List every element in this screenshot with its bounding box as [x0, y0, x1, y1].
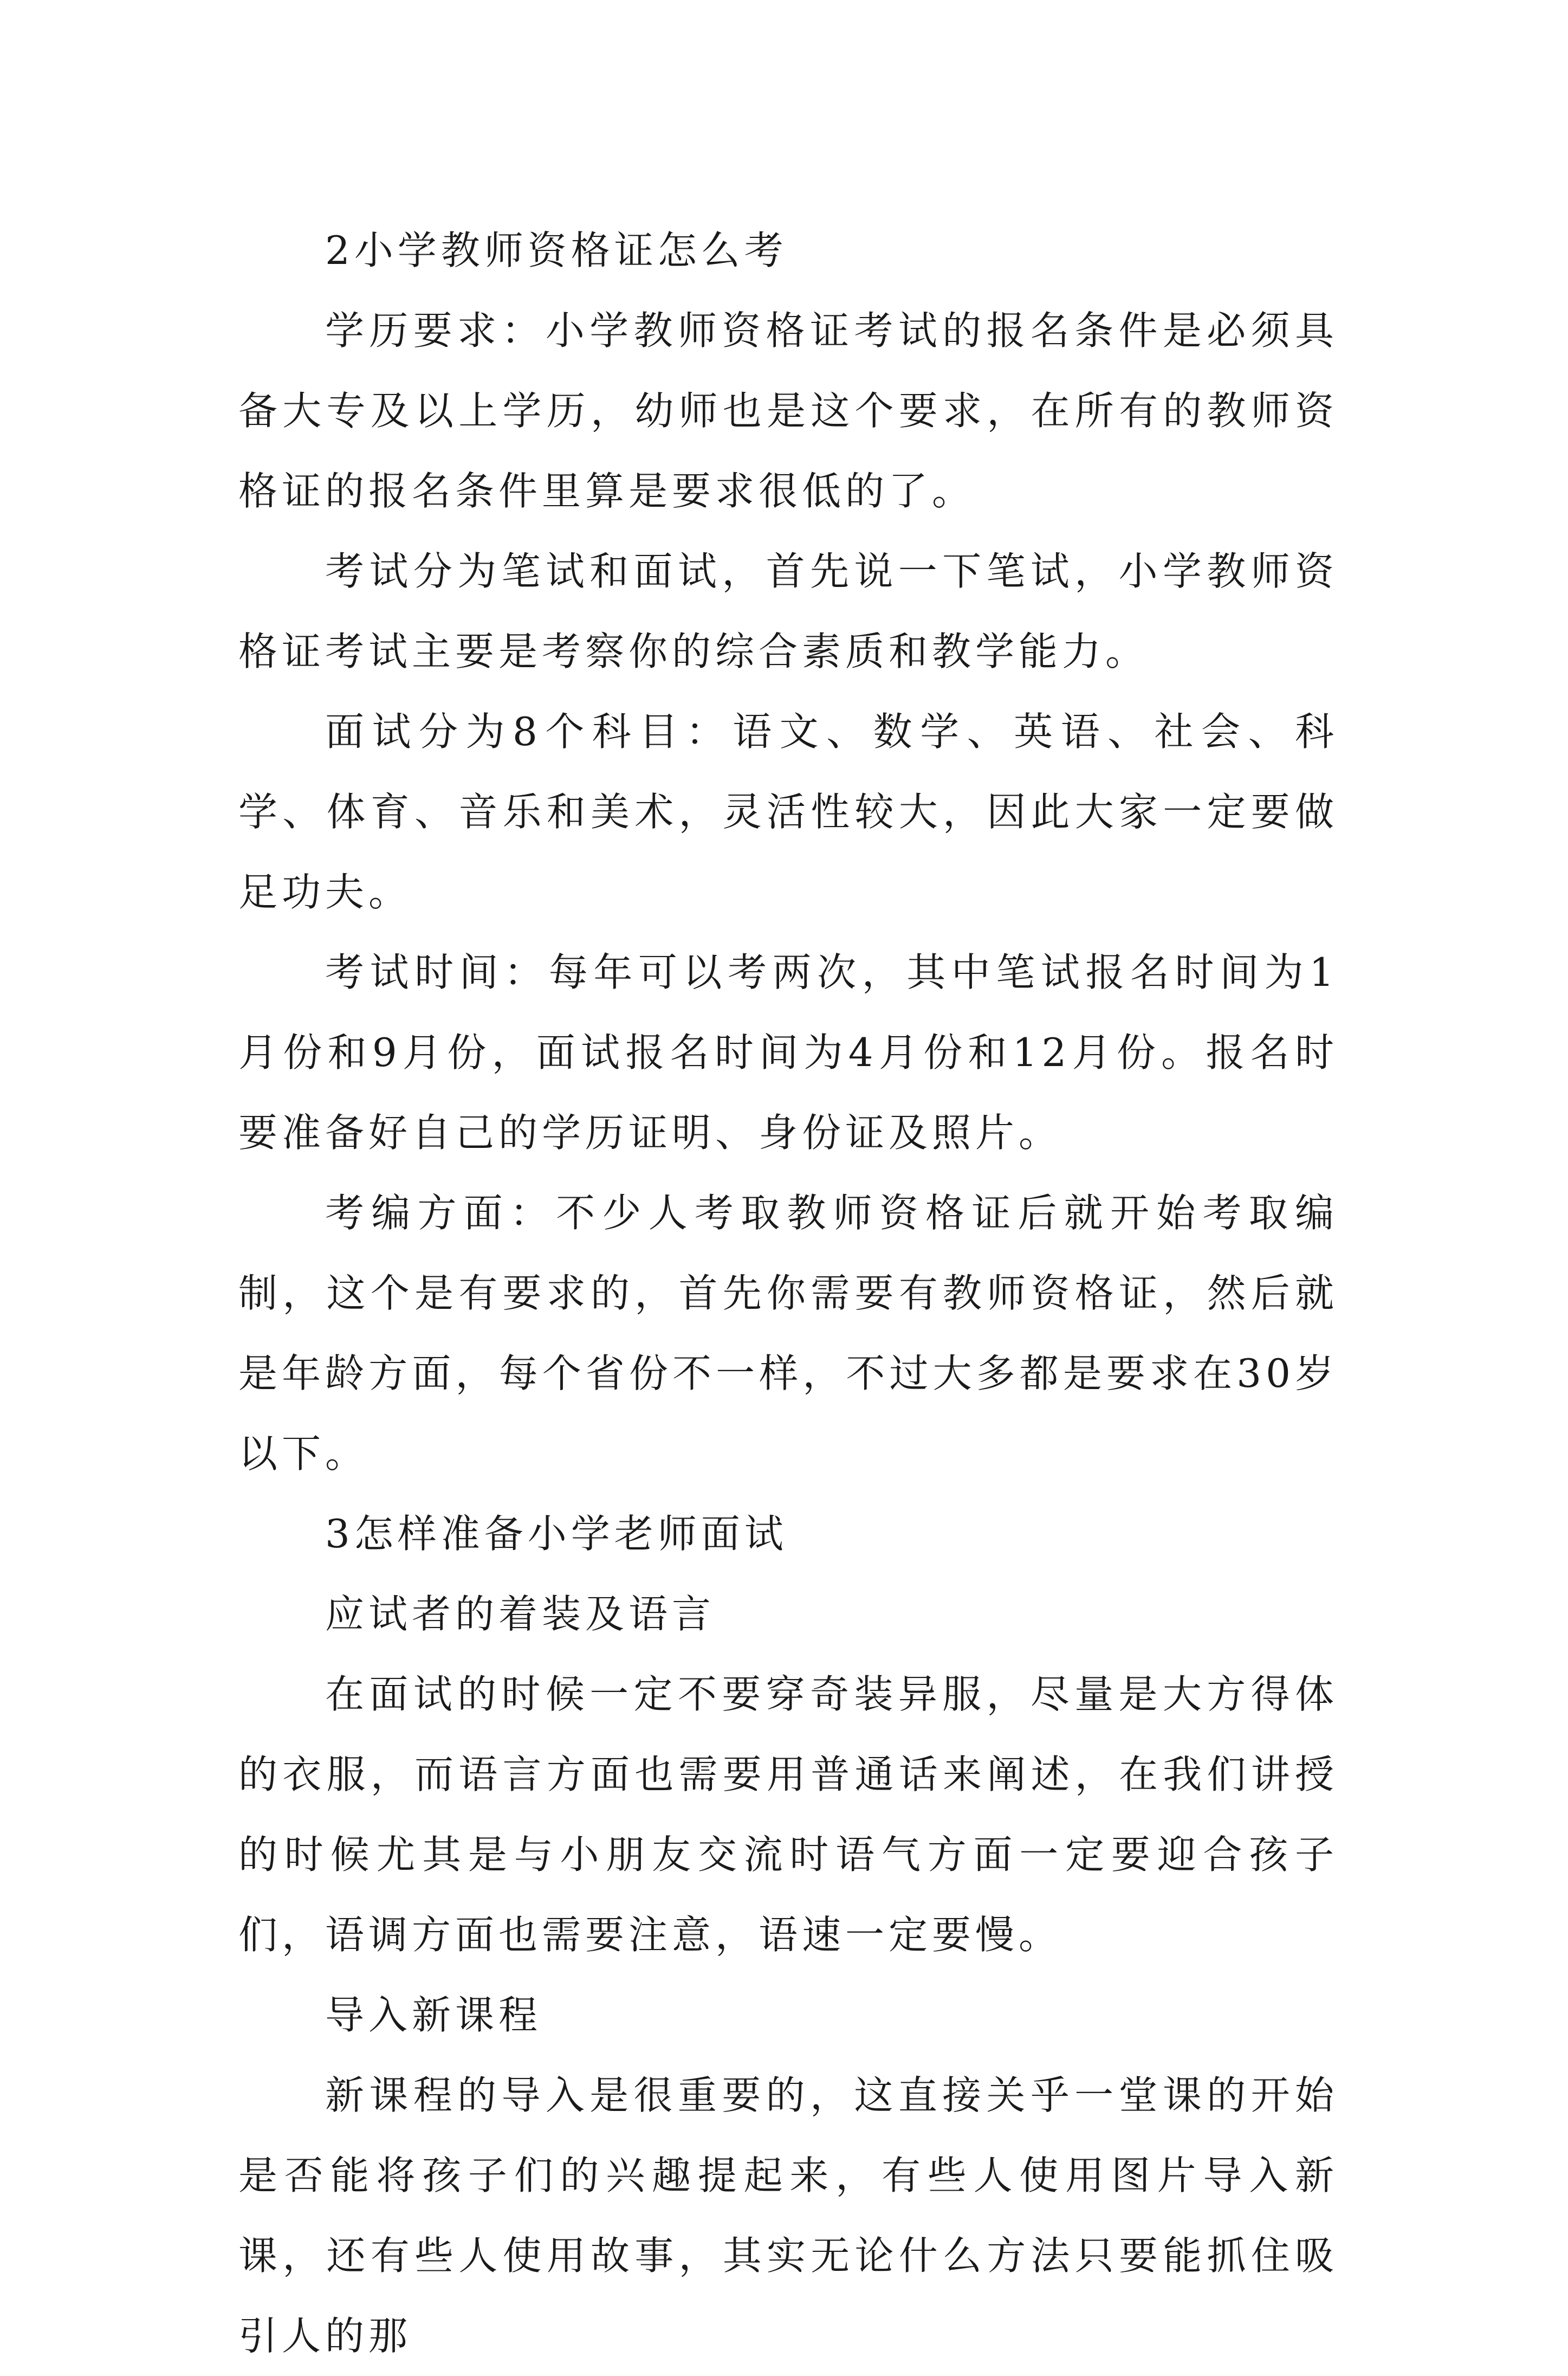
paragraph-attire-language: 在面试的时候一定不要穿奇装异服，尽量是大方得体的衣服，而语言方面也需要用普通话来阐述，在我们讲授的时候尤其是与小朋友交流时语气方面一定要迎合孩子们，语调方面也需要注意，语速一定要慢。: [238, 1671, 1338, 1958]
subheading-attire-language: 应试者的着装及语言: [325, 1591, 716, 1637]
subheading-new-course: 导入新课程: [325, 1992, 542, 2038]
paragraph-interview-subjects: 面试分为8个科目：语文、数学、英语、社会、科学、体育、音乐和美术，灵活性较大，因此大家一定要做足功夫。: [238, 709, 1338, 915]
section-heading-3: 3怎样准备小学老师面试: [325, 1511, 788, 1557]
paragraph-exam-time: 考试时间：每年可以考两次，其中笔试报名时间为1月份和9月份，面试报名时间为4月份和12月份。报名时要准备好自己的学历证明、身份证及照片。: [238, 950, 1338, 1155]
paragraph-written-exam: 考试分为笔试和面试，首先说一下笔试，小学教师资格证考试主要是考察你的综合素质和教学能力。: [238, 548, 1338, 674]
paragraph-staffing: 考编方面：不少人考取教师资格证后就开始考取编制，这个是有要求的，首先你需要有教师资格证，然后就是年龄方面，每个省份不一样，不过大多都是要求在30岁以下。: [238, 1190, 1338, 1476]
section-heading-2: 2小学教师资格证怎么考: [325, 228, 788, 273]
paragraph-education-requirement: 学历要求：小学教师资格证考试的报名条件是必须具备大专及以上学历，幼师也是这个要求，在所有的教师资格证的报名条件里算是要求很低的了。: [238, 308, 1338, 514]
paragraph-new-course: 新课程的导入是很重要的，这直接关乎一堂课的开始是否能将孩子们的兴趣提起来，有些人使用图片导入新课，还有些人使用故事，其实无论什么方法只要能抓住吸引人的那: [238, 2072, 1338, 2359]
document-body: [238, 210, 1338, 2376]
